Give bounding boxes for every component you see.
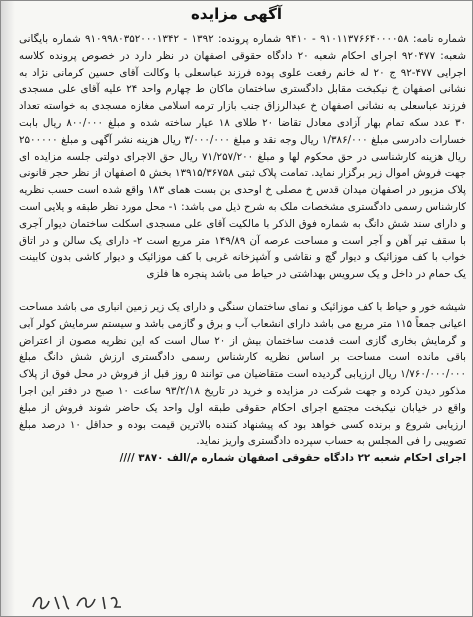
notice-paragraph-2: شیشه خور و حیاط با کف موزائیک و نمای ساختمان سنگی و دارای یک زیر زمین انباری می باشد مساحت اعیانی جمعاً ۱۱۵ متر مربع می باشد دارای انشعاب آب و برق و گازمی باشد و سیستم سرمایش کولر آبی و گرمایش بخاری گازی است قدمت ساختمان بیش از ۲۰ سال است که این نظریه مصون از اعتراض باقی مانده است مساحت بر اساس نظریه کارشناس رسمی دادگستری ارزش شش دانگ مبلغ ۱/۷۶۰/۰۰۰/۰۰۰ ریال ارزیابی گردیده است متقاضیان می توانند ۵ روز قبل از فروش در محل فوق از پلاک مذکور دیدن کرده و جهت شرکت در مزایده و خرید در تاریخ ۹۳/۲/۱۸ ساعت ۱۰ صبح در دفتر این اجرا واقع در خیابان نیکبخت مجتمع اجرای احکام حقوقی طبقه اول واحد یک حاضر شوند فروش از مبلغ ارزیابی شروع و برنده کسی خواهد بود که پیشنهاد کننده بالاترین قیمت بوده و حداقل ۱۰ درصد مبلغ تصویبی را فی المجلس به حساب سپرده دادگستری واریز نماید.	[19, 300, 466, 448]
notice-paragraph-1: شماره نامه: ۹۱۰۱۱۳۷۶۶۴۰۰۰۰۵۸ - ۹۴۱۰ شماره پرونده: ۱۳۹۲ - ۹۱۰۹۹۸۰۳۵۲۰۰۰۱۳۴۲ شماره بایگانی شعبه: ۹۲۰۴۷۷ اجرای احکام شعبه ۲۰ دادگاه حقوقی اصفهان در نظر دارد در خصوص پرونده کلاسه اجرایی ۴۷۷-۹۲ ج ۲۰ له خانم رفعت علوی پوده فرزند عباسعلی با وکالت آقای حسین کرمانی نژاد به نشانی اصفهان خ نیکبخت مقابل دادگستری ساختمان ماکان ط چهارم واحد ۲۴ علیه آقای علی مسجدی فرزند عباسعلی به نشانی اصفهان خ عبدالرزاق جنب بازار ترمه اسلامی مغازه مسجدی به خواسته تعداد ۳۰ عدد سکه تمام بهار آزادی معادل تقاضا ۲۰ طلای ۱۸ عیار ساخته شده و مبلغ ۸۰۰/۰۰۰ ریال بابت خسارات دادرسی مبلغ ۱/۳۸۶/۰۰۰ ریال وجه نقد و مبلغ ۳/۰۰۰/۰۰۰ ریال هزینه نشر آگهی و مبلغ ۲۵۰۰۰۰۰ ریال هزینه کارشناسی در حق محکوم لها و مبلغ ۷۱/۲۵۷/۲۰۰ ریال حق الاجرای دولتی جلسه مزایده ای جهت فروش اموال زیر برگزار نماید. تمامت پلاک ثبتی ۱۳۹۱۵/۳۶۷۵۸ بخش ۵ اصفهان از نظر حجر قانونی پلاک مزبور در اصفهان میدان قدس خ مصلی خ اوحدی بن بست همای ۱۸۳ واقع شده است حسب نظریه کارشناس رسمی دادگستری مشخصات ملک به شرح ذیل می باشد: ۱- محل مورد نظر طبقه و یلایی است و دارای سند شش دانگ به شماره فوق الذکر با مالکیت آقای علی مسجدی اسکلت ساختمان دیوار آجری با سقف تیر آهن و آجر است و مساحت عرصه آن ۱۴۹/۸۹ متر مربع است ۲- دارای یک سالن و در اتاق خواب با کف موزائیک و دیوار گچ و نقاشی و آشپزخانه غربی با کف موزائیک و دیوار کاشی بدون کابینت یک حمام در داخل و یک سرویس بهداشتی در حیاط می باشد پنجره ها فلزی	[19, 33, 466, 281]
notice-title: آگهی مزایده	[190, 5, 283, 23]
handwritten-note	[29, 591, 139, 613]
scan-shadow	[1, 1, 15, 616]
notice-body	[19, 31, 466, 587]
notice-signature: اجرای احکام شعبه ۲۲ دادگاه حقوقی اصفهان شماره م/الف ۳۸۷۰ ////	[119, 452, 466, 465]
